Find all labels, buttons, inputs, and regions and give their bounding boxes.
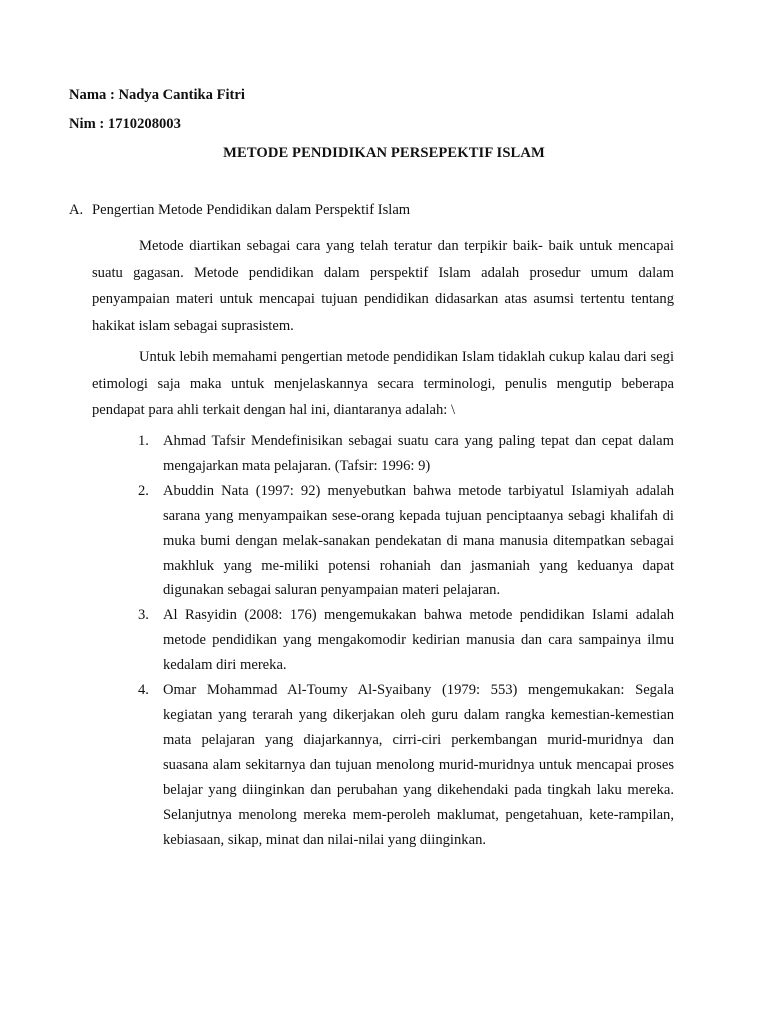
expert-definitions-list [138, 429, 674, 852]
list-item-text: Al Rasyidin (2008: 176) mengemukakan bahwa metode pendidikan Islami adalah metode pendidikan yang mengakomodir kedirian manusia dan cara sampainya ilmu kedalam diri mereka. [163, 607, 674, 674]
list-item [138, 429, 674, 479]
list-item [138, 479, 674, 604]
list-item-number: 2. [138, 482, 149, 499]
list-item [138, 678, 674, 852]
student-name: Nama : Nadya Cantika Fitri [69, 87, 245, 103]
student-nim: Nim : 1710208003 [69, 116, 181, 132]
list-item-text: Abuddin Nata (1997: 92) menyebutkan bahwa metode tarbiyatul Islamiyah adalah sarana yang menyampaikan sese-orang kepada tujuan penciptaanya sebagi khalifah di muka bumi dengan melak-sanakan pendekatan di mana manusia ditempatkan sebagai makhluk yang me-miliki potensi rohaniah dan jasmaniah yang keduanya dapat digunakan sebagai saluran penyampaian materi pelajaran. [163, 482, 674, 599]
paragraph-definition: Metode diartikan sebagai cara yang telah teratur dan terpikir baik- baik untuk mencapai suatu gagasan. Metode pendidikan dalam perspektif Islam adalah prosedur umum dalam penyampaian materi untuk mencapai tujuan pendidikan didasarkan atas asumsi tertentu tentang hakikat islam sebagai suprasistem. [92, 238, 674, 334]
list-item-number: 4. [138, 682, 149, 699]
list-item-text: Ahmad Tafsir Mendefinisikan sebagai suatu cara yang paling tepat dan cepat dalam mengajarkan mata pelajaran. (Tafsir: 1996: 9) [163, 433, 674, 474]
list-item-text: Omar Mohammad Al-Toumy Al-Syaibany (1979: 553) mengemukakan: Segala kegiatan yang terarah yang dikerjakan oleh guru dalam rangka kemestian-kemestian mata pelajaran yang diajarkannya, cirri-ciri perkembangan murid-muridnya dan suasana alam sekitarnya dan tujuan menolong murid-muridnya untuk mencapai proses belajar yang diinginkan dan perubahan yang dikehendaki pada tingkah laku mereka. Selanjutnya menolong mereka mem-peroleh maklumat, pengetahuan, kete-rampilan, kebiasaan, sikap, minat dan nilai-nilai yang diinginkan. [163, 682, 674, 848]
list-item-number: 1. [138, 433, 149, 449]
section-a-heading [69, 202, 410, 219]
section-a-heading-text: Pengertian Metode Pendidikan dalam Perspektif Islam [92, 202, 411, 218]
paragraph-terminology: Untuk lebih memahami pengertian metode pendidikan Islam tidaklah cukup kalau dari segi etimologi saja maka untuk menjelaskannya secara terminologi, penulis mengutip beberapa pendapat para ahli terkait dengan hal ini, diantaranya adalah: \ [92, 349, 674, 418]
list-item-number: 3. [138, 607, 149, 624]
section-a-letter: A. [69, 202, 84, 218]
document-title: METODE PENDIDIKAN PERSEPEKTIF ISLAM [223, 145, 545, 161]
list-item [138, 603, 674, 678]
